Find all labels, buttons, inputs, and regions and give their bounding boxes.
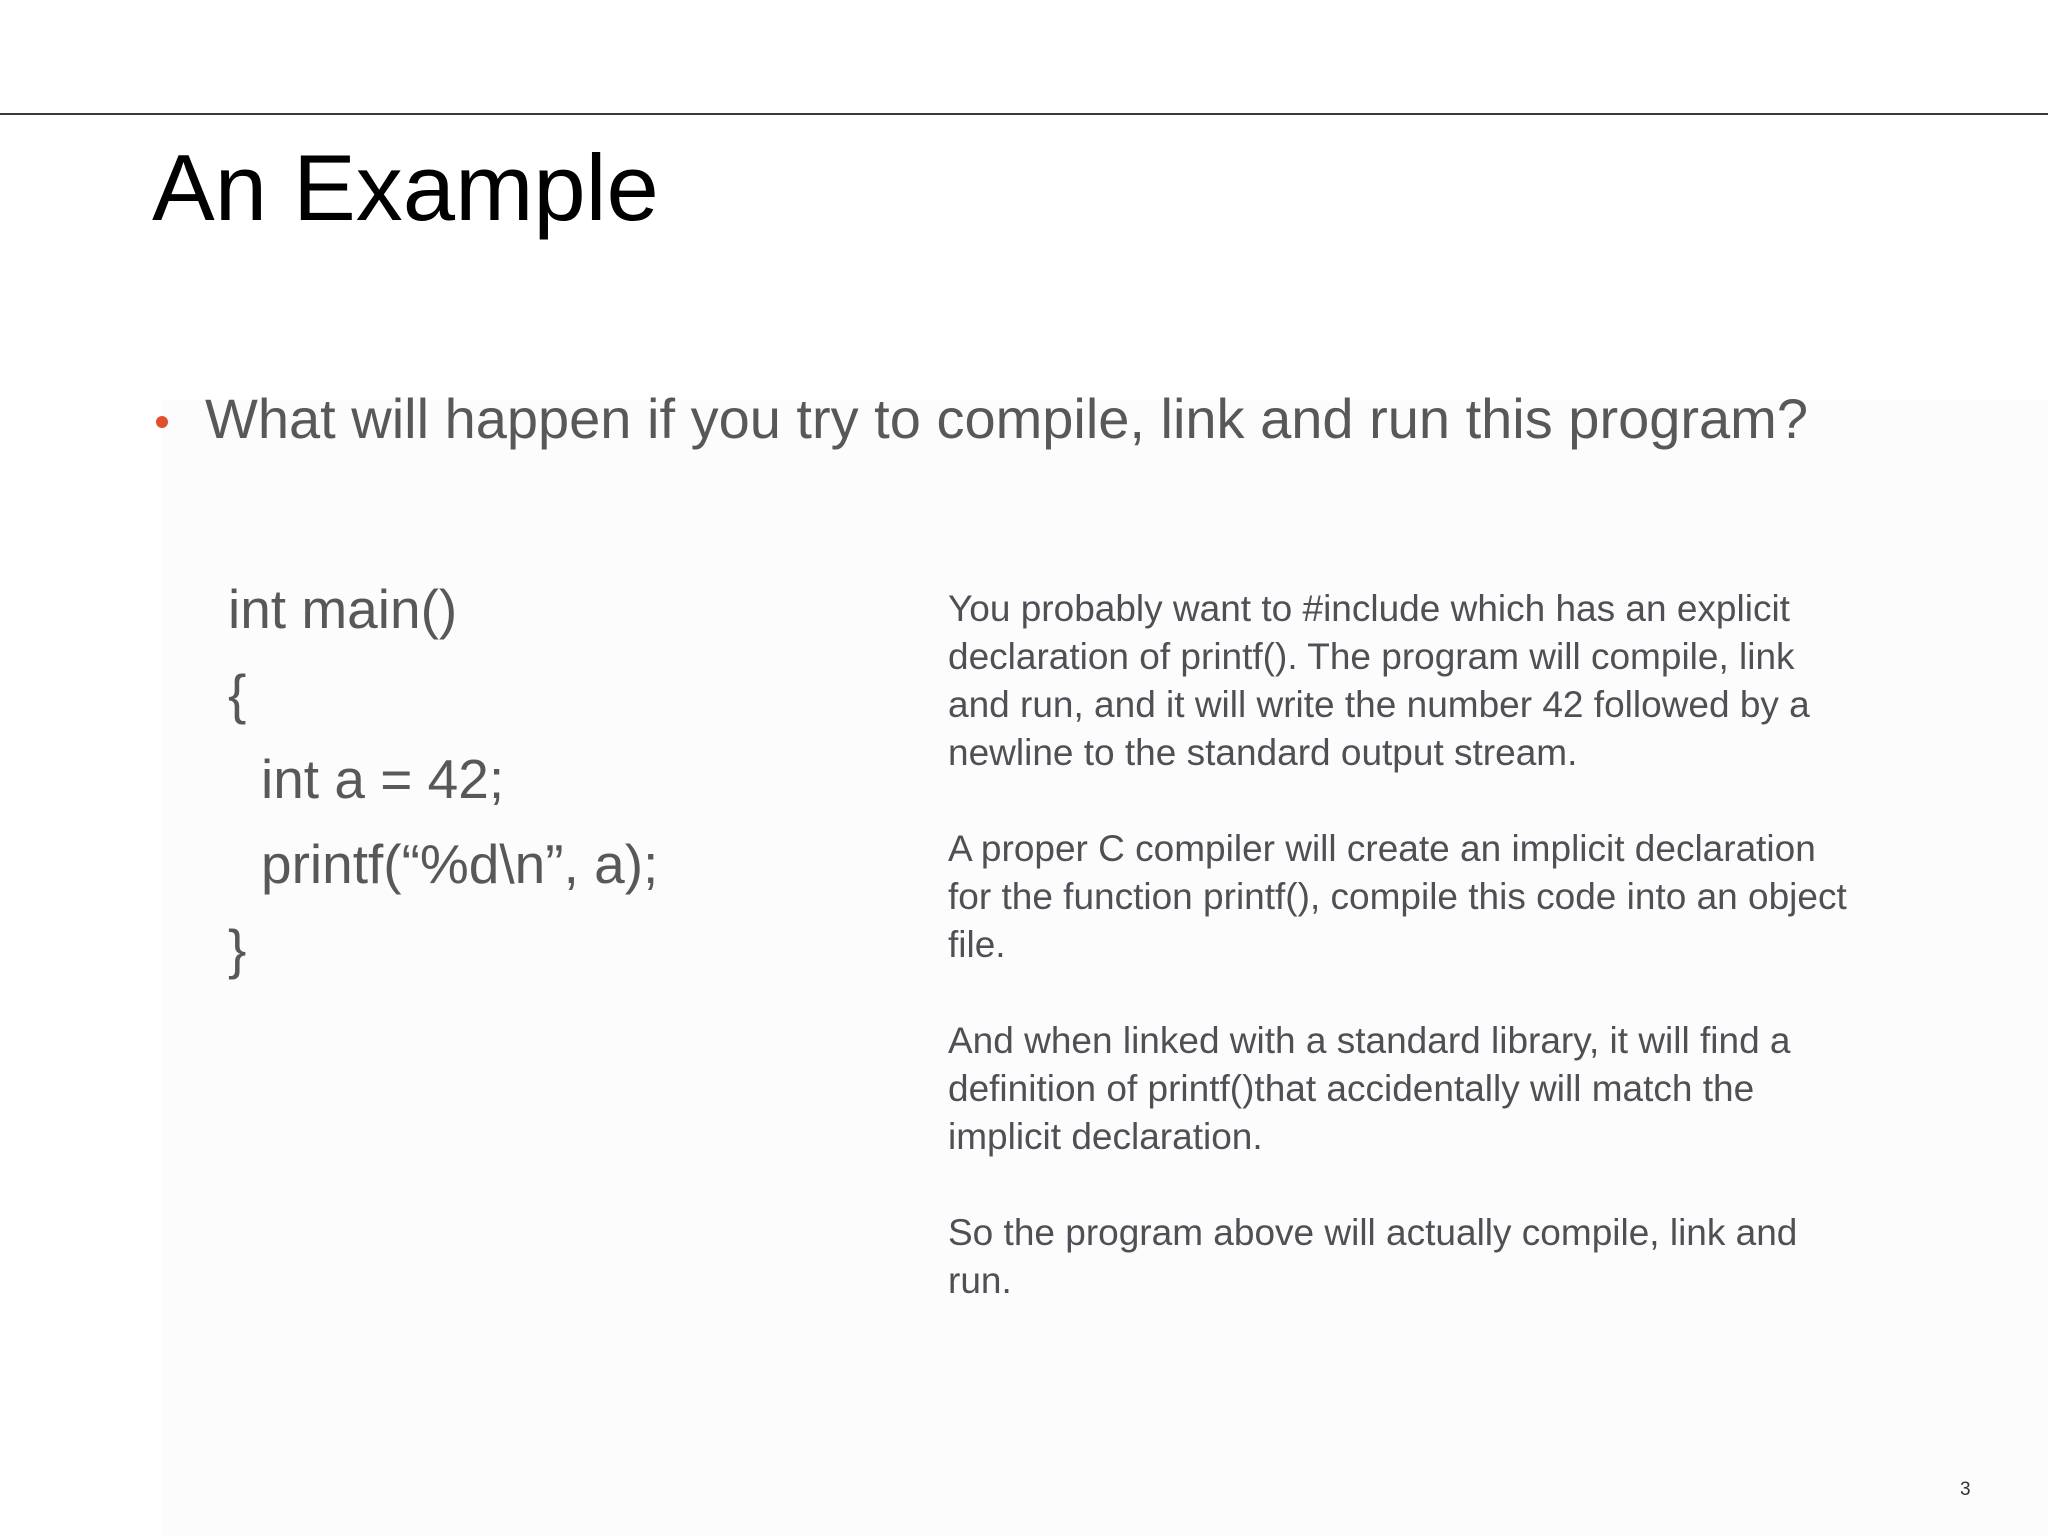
- code-line: {: [228, 663, 247, 725]
- page-number: 3: [1960, 1479, 1971, 1500]
- code-line: printf(“%d\n”, a);: [261, 833, 659, 895]
- slide-title: An Example: [152, 135, 659, 240]
- explanation-text: [948, 585, 1848, 1353]
- explanation-paragraph: A proper C compiler will create an implicit declaration for the function printf(), compile this code into an object file.: [948, 828, 1847, 965]
- bullet-icon: [156, 416, 168, 428]
- code-line: int main(): [228, 578, 458, 640]
- explanation-paragraph: So the program above will actually compile, link and run.: [948, 1212, 1798, 1301]
- code-line: }: [228, 918, 247, 980]
- bullet-item: [150, 384, 1808, 454]
- code-line: int a = 42;: [261, 748, 505, 810]
- explanation-paragraph: And when linked with a standard library, it will find a definition of printf()that accidentally will match the implicit declaration.: [948, 1020, 1791, 1157]
- bullet-text: What will happen if you try to compile, link and run this program?: [205, 387, 1808, 450]
- header-divider: [0, 113, 2048, 115]
- explanation-paragraph: You probably want to #include which has an explicit declaration of printf(). The program will compile, link and run, and it will write the number 42 followed by a newline to the standard output stream.: [948, 588, 1810, 773]
- code-example: [228, 567, 658, 992]
